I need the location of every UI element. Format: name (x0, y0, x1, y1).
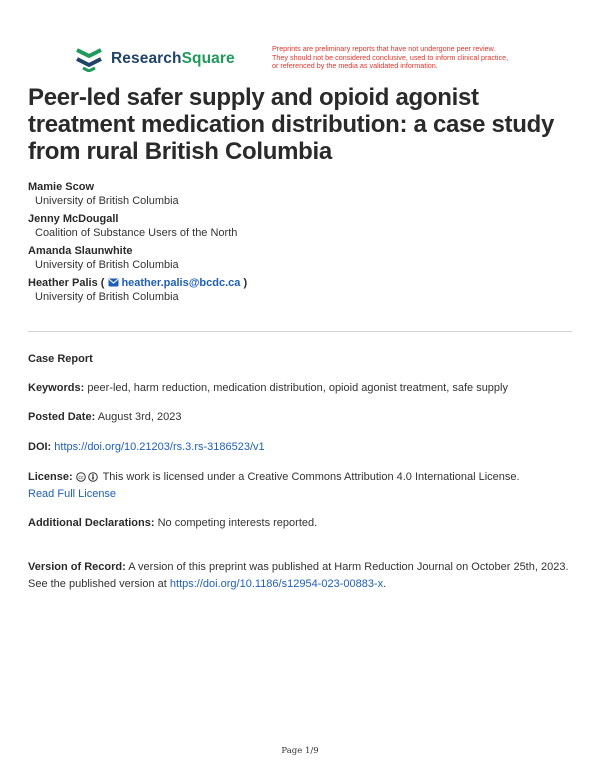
doi-link[interactable]: https://doi.org/10.21203/rs.3.rs-3186523/v1 (54, 441, 265, 453)
read-full-license-link[interactable]: Read Full License (28, 488, 117, 500)
logo-text (111, 50, 235, 68)
paper-title: Peer-led safer supply and opioid agonist treatment medication distribution: a case study from rural British Columbia (28, 84, 555, 165)
corresponding-author-line: Heather Palis ( heather.palis@bcdc.ca ) (28, 277, 248, 289)
attribution-icon (88, 472, 98, 482)
logo-word-research: Research (111, 50, 182, 67)
posted-date-row (28, 409, 573, 426)
disclaimer-line: They should not be considered conclusive, used to inform clinical practice, (272, 52, 509, 62)
logo-word-square: Square (181, 50, 235, 67)
page-number: Page 1/9 (281, 746, 319, 756)
doi-label: DOI: (28, 441, 52, 453)
author-name: Heather Palis (28, 277, 98, 289)
author-name: Amanda Slaunwhite (28, 245, 133, 257)
license-row (28, 469, 573, 503)
author-affiliation: University of British Columbia (35, 291, 179, 303)
doi-row (28, 439, 573, 456)
disclaimer-line: or referenced by the media as validated information. (272, 61, 438, 71)
author-list (28, 180, 573, 308)
disclaimer-line: Preprints are preliminary reports that have not undergone peer review. (272, 44, 496, 53)
posted-date-label: Posted Date: (28, 411, 96, 423)
version-of-record-row (28, 559, 573, 593)
version-of-record-label: Version of Record: (28, 561, 126, 573)
article-type-label: Case Report (28, 353, 93, 365)
declarations-value: No competing interests reported. (157, 517, 318, 529)
research-square-logo-icon (75, 46, 103, 72)
license-text: This work is licensed under a Creative Commons Attribution 4.0 International License. (102, 471, 520, 483)
version-of-record-end: . (383, 578, 387, 590)
mail-icon (108, 278, 119, 287)
header (75, 46, 535, 76)
research-square-logo[interactable] (75, 46, 235, 72)
declarations-row (28, 515, 573, 532)
author-item (28, 276, 573, 305)
author-name: Jenny McDougall (28, 213, 119, 225)
author-item (28, 212, 573, 241)
version-of-record-text: A version of this preprint was published at Harm Reduction Journal on October 25th, 2023. See the published version at (28, 561, 569, 590)
article-type (28, 351, 573, 368)
author-item (28, 244, 573, 273)
published-version-link[interactable]: https://doi.org/10.1186/s12954-023-00883-x (169, 578, 384, 590)
author-affiliation: Coalition of Substance Users of the North (35, 227, 238, 239)
posted-date-value: August 3rd, 2023 (97, 411, 182, 423)
keywords-label: Keywords: (28, 382, 85, 394)
preprint-disclaimer (272, 45, 542, 71)
license-label: License: (28, 471, 73, 483)
creative-commons-icon (76, 472, 86, 482)
keywords-value: peer-led, harm reduction, medication distribution, opioid agonist treatment, safe supply (87, 382, 508, 394)
keywords-row (28, 380, 573, 397)
section-divider (28, 331, 572, 332)
author-affiliation: University of British Columbia (35, 259, 179, 271)
declarations-label: Additional Declarations: (28, 517, 155, 529)
svg-text:cc: cc (78, 476, 84, 481)
author-email-link[interactable]: heather.palis@bcdc.ca (121, 277, 241, 289)
author-item (28, 180, 573, 209)
author-name: Mamie Scow (28, 181, 95, 193)
author-affiliation: University of British Columbia (35, 195, 179, 207)
